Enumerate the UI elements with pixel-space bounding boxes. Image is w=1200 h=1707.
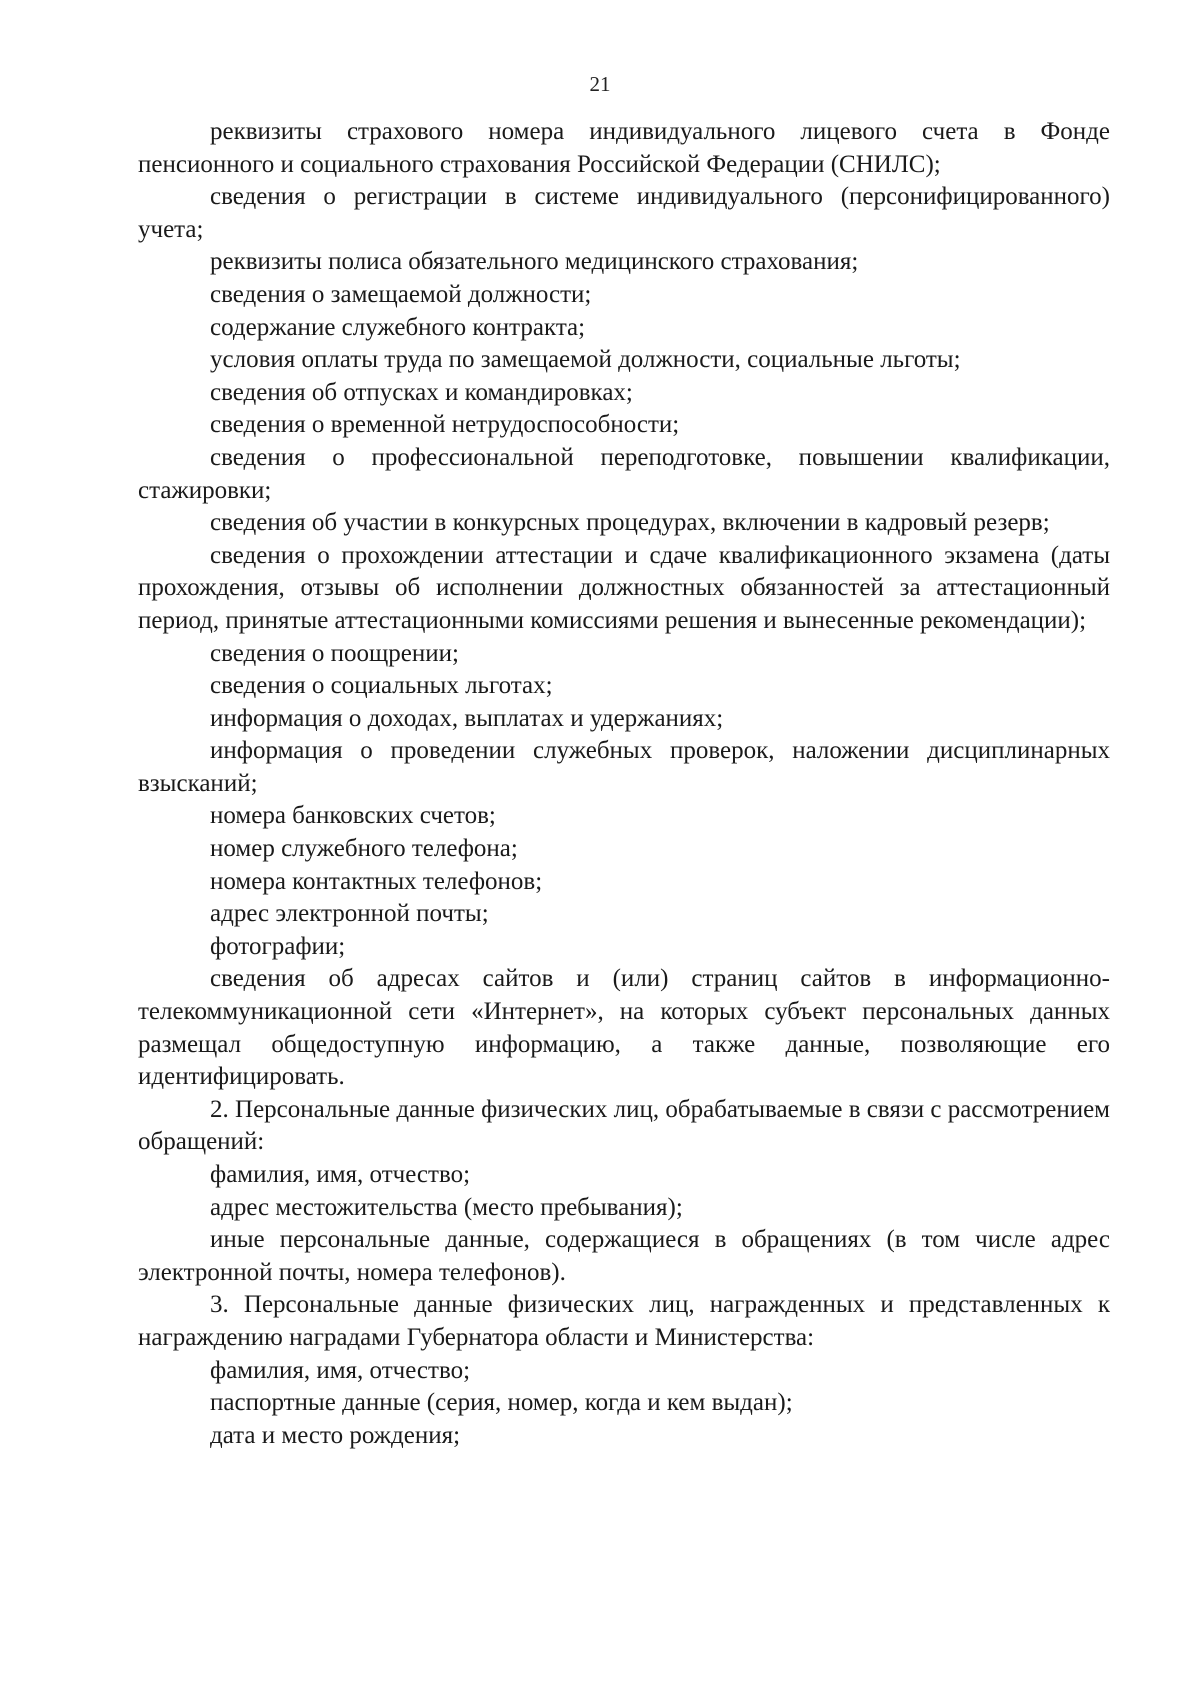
paragraph: информация о проведении служебных проверок, наложении дисциплинарных взысканий; (138, 737, 1110, 797)
paragraph: адрес электронной почты; (210, 900, 489, 928)
paragraph: сведения об адресах сайтов и (или) страниц сайтов в информационно-телекоммуникационной сети «Интернет», на которых субъект персональных данных размещал общедоступную информацию, а также данные, позволяющие его идентифицировать. (138, 965, 1110, 1091)
paragraph: реквизиты полиса обязательного медицинского страхования; (210, 248, 859, 276)
paragraph: сведения о прохождении аттестации и сдаче квалификационного экзамена (даты прохождения, отзывы об исполнении должностных обязанностей за аттестационный период, принятые аттестационными комиссиями решения и вынесенные рекомендации); (138, 541, 1110, 634)
paragraph: сведения о социальных льготах; (210, 672, 553, 700)
document-body (138, 116, 1110, 1452)
page-number: 21 (589, 72, 611, 96)
paragraph: номера контактных телефонов; (210, 867, 543, 895)
paragraph: номера банковских счетов; (210, 802, 496, 830)
paragraph: сведения о профессиональной переподготовке, повышении квалификации, стажировки; (138, 443, 1110, 504)
paragraph: содержание служебного контракта; (210, 313, 586, 341)
paragraph: фотографии; (210, 932, 346, 960)
paragraph: иные персональные данные, содержащиеся в обращениях (в том числе адрес электронной почты, номера телефонов). (138, 1226, 1110, 1286)
paragraph: 3. Персональные данные физических лиц, награжденных и представленных к награждению наградами Губернатора области и Министерства: (138, 1291, 1110, 1351)
paragraph: сведения о поощрении; (210, 639, 459, 667)
paragraph: сведения об участии в конкурсных процедурах, включении в кадровый резерв; (210, 509, 1050, 537)
paragraph: паспортные данные (серия, номер, когда и кем выдан); (210, 1389, 793, 1417)
paragraph: сведения о замещаемой должности; (210, 280, 592, 308)
paragraph: фамилия, имя, отчество; (210, 1356, 471, 1384)
paragraph: сведения о временной нетрудоспособности; (210, 411, 680, 439)
paragraph: адрес местожительства (место пребывания); (210, 1193, 683, 1221)
paragraph: фамилия, имя, отчество; (210, 1161, 471, 1188)
paragraph: условия оплаты труда по замещаемой должности, социальные льготы; (210, 346, 961, 374)
paragraph: 2. Персональные данные физических лиц, обрабатываемые в связи с рассмотрением обращений: (138, 1095, 1110, 1156)
paragraph: информация о доходах, выплатах и удержаниях; (210, 704, 724, 732)
paragraph: реквизиты страхового номера индивидуального лицевого счета в Фонде пенсионного и социального страхования Российской Федерации (СНИЛС); (138, 118, 1110, 178)
paragraph: дата и место рождения; (210, 1421, 461, 1449)
paragraph: номер служебного телефона; (210, 835, 518, 863)
paragraph: сведения об отпусках и командировках; (210, 378, 633, 406)
paragraph: сведения о регистрации в системе индивидуального (персонифицированного) учета; (138, 183, 1110, 243)
